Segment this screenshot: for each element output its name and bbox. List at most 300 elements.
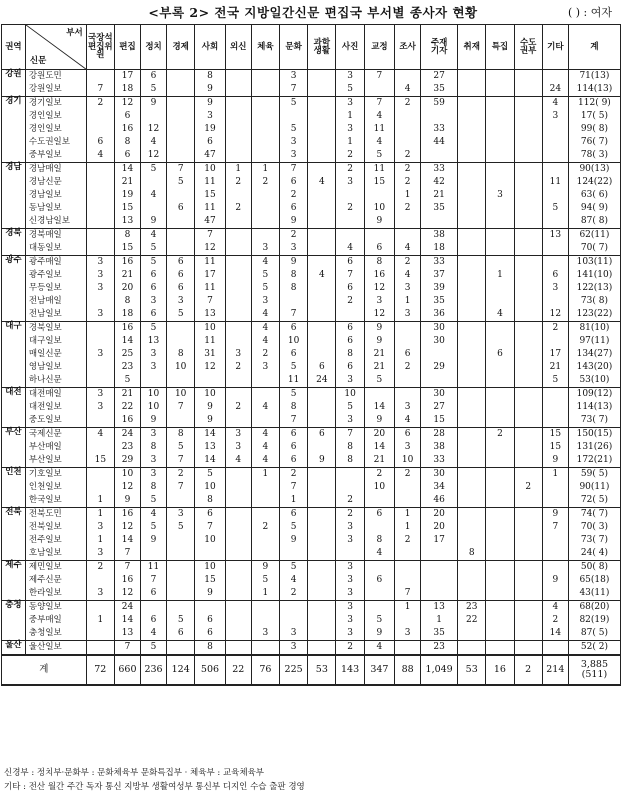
- value-cell: [225, 414, 251, 428]
- value-cell: 16: [364, 269, 394, 282]
- value-cell: [514, 534, 542, 547]
- value-cell: [514, 454, 542, 468]
- value-cell: 7: [86, 83, 114, 97]
- value-cell: 6: [336, 322, 364, 336]
- newspaper-name: 경남신문: [25, 176, 86, 189]
- value-cell: [514, 361, 542, 374]
- total-value: 16: [486, 655, 514, 685]
- value-cell: [395, 388, 421, 402]
- value-cell: [141, 374, 167, 388]
- value-cell: 8: [114, 295, 140, 308]
- value-cell: 5: [167, 176, 195, 189]
- value-cell: 15: [114, 242, 140, 256]
- newspaper-name: 전북일보: [25, 521, 86, 534]
- region-cell: 인천: [2, 468, 26, 508]
- value-cell: [141, 110, 167, 123]
- value-cell: [514, 83, 542, 97]
- value-cell: [395, 547, 421, 561]
- value-cell: 16: [114, 508, 140, 522]
- value-cell: 4: [251, 256, 279, 270]
- value-cell: 3: [336, 374, 364, 388]
- value-cell: 7: [280, 481, 308, 494]
- value-cell: 18: [114, 83, 140, 97]
- value-cell: [251, 481, 279, 494]
- value-cell: [86, 242, 114, 256]
- value-cell: 34: [421, 481, 458, 494]
- value-cell: 7: [364, 97, 394, 111]
- value-cell: 15: [114, 202, 140, 215]
- value-cell: [458, 83, 486, 97]
- value-cell: [364, 561, 394, 575]
- value-cell: [336, 468, 364, 482]
- value-cell: 90(11): [568, 481, 620, 494]
- value-cell: [86, 295, 114, 308]
- value-cell: 9: [542, 454, 568, 468]
- value-cell: 20: [421, 508, 458, 522]
- region-cell: 경남: [2, 163, 26, 229]
- value-cell: 4: [395, 269, 421, 282]
- value-cell: 2: [280, 587, 308, 601]
- value-cell: 21: [364, 361, 394, 374]
- value-cell: [486, 176, 514, 189]
- value-cell: [225, 614, 251, 627]
- value-cell: 3: [141, 454, 167, 468]
- value-cell: [364, 601, 394, 615]
- value-cell: [514, 123, 542, 136]
- value-cell: 2: [542, 614, 568, 627]
- value-cell: 5: [141, 83, 167, 97]
- value-cell: [251, 534, 279, 547]
- value-cell: 46: [421, 494, 458, 508]
- value-cell: 4: [251, 454, 279, 468]
- newspaper-name: 중부일보: [25, 149, 86, 163]
- value-cell: 6: [336, 256, 364, 270]
- value-cell: [308, 441, 336, 454]
- value-cell: 134(27): [568, 348, 620, 361]
- value-cell: 3: [86, 547, 114, 561]
- value-cell: [458, 163, 486, 177]
- value-cell: [542, 414, 568, 428]
- value-cell: [86, 627, 114, 641]
- value-cell: 35: [421, 83, 458, 97]
- value-cell: [251, 189, 279, 202]
- table-row: [2, 508, 621, 522]
- value-cell: 17: [114, 70, 140, 84]
- value-cell: [86, 468, 114, 482]
- value-cell: 5: [364, 374, 394, 388]
- value-cell: 7: [114, 641, 140, 656]
- value-cell: 7: [280, 308, 308, 322]
- value-cell: 27: [421, 401, 458, 414]
- value-cell: 4: [486, 308, 514, 322]
- value-cell: 3: [542, 282, 568, 295]
- value-cell: 3: [336, 414, 364, 428]
- value-cell: 6: [395, 428, 421, 442]
- region-cell: 부산: [2, 428, 26, 468]
- table-row: [2, 641, 621, 656]
- table-row: [2, 348, 621, 361]
- value-cell: [458, 202, 486, 215]
- value-cell: 4: [251, 441, 279, 454]
- value-cell: 3: [225, 428, 251, 442]
- table-row: [2, 388, 621, 402]
- value-cell: 4: [395, 242, 421, 256]
- value-cell: 4: [308, 176, 336, 189]
- value-cell: 6: [167, 202, 195, 215]
- value-cell: [167, 374, 195, 388]
- newspaper-name: 제민일보: [25, 561, 86, 575]
- value-cell: 10: [195, 481, 225, 494]
- value-cell: 4: [251, 401, 279, 414]
- value-cell: 24: [308, 374, 336, 388]
- newspaper-name: 경북일보: [25, 322, 86, 336]
- value-cell: 6: [280, 441, 308, 454]
- value-cell: [364, 189, 394, 202]
- total-value: 124: [167, 655, 195, 685]
- value-cell: 3: [141, 361, 167, 374]
- value-cell: [251, 110, 279, 123]
- value-cell: [458, 70, 486, 84]
- value-cell: [86, 414, 114, 428]
- newspaper-name: 경인일보: [25, 110, 86, 123]
- value-cell: 23: [114, 361, 140, 374]
- value-cell: 6: [141, 614, 167, 627]
- value-cell: [225, 308, 251, 322]
- column-header: 조사: [395, 25, 421, 70]
- newspaper-name: 대전매일: [25, 388, 86, 402]
- value-cell: [458, 481, 486, 494]
- value-cell: 3: [251, 242, 279, 256]
- value-cell: 3: [336, 601, 364, 615]
- value-cell: 6: [336, 282, 364, 295]
- value-cell: [458, 282, 486, 295]
- newspaper-name: 호남일보: [25, 547, 86, 561]
- value-cell: [486, 627, 514, 641]
- value-cell: 3: [141, 468, 167, 482]
- region-cell: 제주: [2, 561, 26, 601]
- value-cell: 81(10): [568, 322, 620, 336]
- value-cell: [336, 547, 364, 561]
- value-cell: 11: [195, 256, 225, 270]
- table-row: [2, 374, 621, 388]
- value-cell: 21: [114, 388, 140, 402]
- value-cell: 8: [364, 534, 394, 547]
- value-cell: [86, 176, 114, 189]
- value-cell: 16: [114, 256, 140, 270]
- value-cell: 2: [336, 641, 364, 656]
- value-cell: 5: [167, 441, 195, 454]
- newspaper-name: 부산일보: [25, 454, 86, 468]
- value-cell: [395, 322, 421, 336]
- value-cell: [308, 189, 336, 202]
- value-cell: 4: [251, 322, 279, 336]
- value-cell: 8: [114, 229, 140, 243]
- value-cell: 3: [395, 627, 421, 641]
- value-cell: [458, 242, 486, 256]
- table-row: [2, 97, 621, 111]
- value-cell: 1: [336, 110, 364, 123]
- value-cell: 10: [195, 388, 225, 402]
- region-cell: 전북: [2, 508, 26, 561]
- value-cell: [86, 641, 114, 656]
- value-cell: 2: [280, 189, 308, 202]
- value-cell: 9: [364, 335, 394, 348]
- value-cell: 6: [280, 202, 308, 215]
- value-cell: 1: [280, 494, 308, 508]
- table-row: [2, 242, 621, 256]
- value-cell: [542, 295, 568, 308]
- value-cell: [486, 163, 514, 177]
- value-cell: 2: [251, 348, 279, 361]
- value-cell: [486, 521, 514, 534]
- value-cell: [308, 494, 336, 508]
- value-cell: [486, 70, 514, 84]
- value-cell: [458, 401, 486, 414]
- value-cell: 9: [195, 83, 225, 97]
- value-cell: [395, 229, 421, 243]
- value-cell: [251, 641, 279, 656]
- value-cell: 3: [336, 123, 364, 136]
- value-cell: 1: [395, 508, 421, 522]
- newspaper-name: 경인일보: [25, 123, 86, 136]
- table-row: [2, 295, 621, 308]
- value-cell: 2: [225, 202, 251, 215]
- column-header: 사진: [336, 25, 364, 70]
- value-cell: [486, 97, 514, 111]
- value-cell: [542, 401, 568, 414]
- value-cell: 43(11): [568, 587, 620, 601]
- value-cell: 68(20): [568, 601, 620, 615]
- value-cell: [458, 428, 486, 442]
- value-cell: [514, 70, 542, 84]
- value-cell: [514, 508, 542, 522]
- value-cell: [308, 414, 336, 428]
- value-cell: [486, 149, 514, 163]
- value-cell: 25: [114, 348, 140, 361]
- value-cell: 4: [225, 454, 251, 468]
- value-cell: [421, 561, 458, 575]
- value-cell: [364, 388, 394, 402]
- value-cell: 10: [336, 388, 364, 402]
- corner-header: [25, 25, 86, 70]
- newspaper-name: 제주신문: [25, 574, 86, 587]
- newspaper-name: 경남매일: [25, 163, 86, 177]
- value-cell: 8: [141, 441, 167, 454]
- value-cell: [308, 83, 336, 97]
- value-cell: 37: [421, 269, 458, 282]
- value-cell: 6: [336, 361, 364, 374]
- value-cell: 73( 7): [568, 414, 620, 428]
- newspaper-name: 한라일보: [25, 587, 86, 601]
- value-cell: 8: [364, 256, 394, 270]
- value-cell: 4: [141, 627, 167, 641]
- value-cell: 1: [86, 494, 114, 508]
- table-row: [2, 481, 621, 494]
- value-cell: [308, 308, 336, 322]
- value-cell: 9: [141, 534, 167, 547]
- value-cell: [486, 110, 514, 123]
- value-cell: [542, 189, 568, 202]
- column-header: 편집: [114, 25, 140, 70]
- value-cell: [167, 229, 195, 243]
- newspaper-name: 중도일보: [25, 414, 86, 428]
- value-cell: [280, 601, 308, 615]
- value-cell: 11: [364, 123, 394, 136]
- table-row: [2, 189, 621, 202]
- table-row: [2, 441, 621, 454]
- value-cell: [458, 454, 486, 468]
- value-cell: [308, 322, 336, 336]
- value-cell: [486, 322, 514, 336]
- value-cell: [225, 215, 251, 229]
- value-cell: 17: [195, 269, 225, 282]
- total-value: 660: [114, 655, 140, 685]
- value-cell: 44: [421, 136, 458, 149]
- value-cell: [458, 561, 486, 575]
- value-cell: 6: [280, 176, 308, 189]
- value-cell: 12: [542, 308, 568, 322]
- value-cell: [486, 83, 514, 97]
- value-cell: 1: [395, 189, 421, 202]
- value-cell: 7: [195, 295, 225, 308]
- value-cell: [308, 202, 336, 215]
- value-cell: 87( 5): [568, 627, 620, 641]
- value-cell: 5: [114, 374, 140, 388]
- value-cell: [395, 494, 421, 508]
- value-cell: 9: [280, 256, 308, 270]
- total-value: 3,885 (511): [568, 655, 620, 685]
- value-cell: 6: [280, 348, 308, 361]
- value-cell: 14: [195, 454, 225, 468]
- value-cell: 7: [195, 521, 225, 534]
- value-cell: 3: [336, 534, 364, 547]
- value-cell: 10: [195, 534, 225, 547]
- value-cell: 2: [395, 534, 421, 547]
- value-cell: 6: [167, 269, 195, 282]
- total-value: 143: [336, 655, 364, 685]
- value-cell: 124(22): [568, 176, 620, 189]
- value-cell: 9: [364, 215, 394, 229]
- value-cell: [141, 202, 167, 215]
- value-cell: 76( 7): [568, 136, 620, 149]
- value-cell: 7: [114, 547, 140, 561]
- value-cell: [486, 414, 514, 428]
- value-cell: [308, 641, 336, 656]
- value-cell: 6: [195, 136, 225, 149]
- value-cell: 3: [141, 348, 167, 361]
- value-cell: 114(13): [568, 401, 620, 414]
- value-cell: 4: [395, 414, 421, 428]
- value-cell: 5: [280, 123, 308, 136]
- value-cell: 6: [336, 335, 364, 348]
- value-cell: [395, 561, 421, 575]
- value-cell: [514, 547, 542, 561]
- value-cell: [251, 149, 279, 163]
- value-cell: 109(12): [568, 388, 620, 402]
- value-cell: 2: [395, 97, 421, 111]
- value-cell: 11: [280, 374, 308, 388]
- value-cell: 8: [141, 481, 167, 494]
- value-cell: 4: [86, 149, 114, 163]
- value-cell: 9: [364, 627, 394, 641]
- value-cell: 4: [251, 428, 279, 442]
- value-cell: [542, 641, 568, 656]
- value-cell: 2: [395, 149, 421, 163]
- value-cell: 8: [336, 348, 364, 361]
- value-cell: 3: [251, 627, 279, 641]
- value-cell: [364, 494, 394, 508]
- value-cell: [308, 97, 336, 111]
- value-cell: 6: [195, 627, 225, 641]
- value-cell: [86, 441, 114, 454]
- value-cell: [486, 361, 514, 374]
- value-cell: 39: [421, 282, 458, 295]
- table-row: [2, 229, 621, 243]
- value-cell: 42: [421, 176, 458, 189]
- value-cell: 5: [542, 202, 568, 215]
- value-cell: 4: [364, 136, 394, 149]
- value-cell: [486, 641, 514, 656]
- value-cell: 19: [195, 123, 225, 136]
- value-cell: 11: [364, 163, 394, 177]
- value-cell: [458, 322, 486, 336]
- value-cell: [486, 441, 514, 454]
- value-cell: [225, 561, 251, 575]
- table-row: [2, 110, 621, 123]
- value-cell: [421, 348, 458, 361]
- value-cell: 2: [395, 256, 421, 270]
- value-cell: 5: [280, 97, 308, 111]
- value-cell: [542, 163, 568, 177]
- table-row: [2, 269, 621, 282]
- value-cell: [86, 601, 114, 615]
- column-header: 국장석 편집위원: [86, 25, 114, 70]
- value-cell: [167, 215, 195, 229]
- value-cell: 3: [86, 401, 114, 414]
- total-value: 76: [251, 655, 279, 685]
- value-cell: [308, 601, 336, 615]
- value-cell: [251, 215, 279, 229]
- value-cell: [458, 176, 486, 189]
- value-cell: [225, 468, 251, 482]
- value-cell: 2: [336, 149, 364, 163]
- value-cell: 14: [195, 428, 225, 442]
- value-cell: 13: [195, 308, 225, 322]
- total-value: 22: [225, 655, 251, 685]
- newspaper-name: 전남매일: [25, 295, 86, 308]
- value-cell: 3: [364, 295, 394, 308]
- value-cell: 12: [114, 481, 140, 494]
- value-cell: 2: [225, 176, 251, 189]
- value-cell: [251, 414, 279, 428]
- value-cell: 23: [114, 441, 140, 454]
- newspaper-name: 광주매일: [25, 256, 86, 270]
- table-row: [2, 614, 621, 627]
- value-cell: 7: [336, 428, 364, 442]
- value-cell: 2: [336, 295, 364, 308]
- value-cell: 18: [114, 308, 140, 322]
- value-cell: [514, 256, 542, 270]
- value-cell: 70( 3): [568, 521, 620, 534]
- value-cell: [336, 215, 364, 229]
- value-cell: 70( 7): [568, 242, 620, 256]
- column-header: 기타: [542, 25, 568, 70]
- value-cell: 5: [167, 308, 195, 322]
- value-cell: 5: [195, 468, 225, 482]
- value-cell: 141(10): [568, 269, 620, 282]
- value-cell: [542, 534, 568, 547]
- value-cell: [308, 136, 336, 149]
